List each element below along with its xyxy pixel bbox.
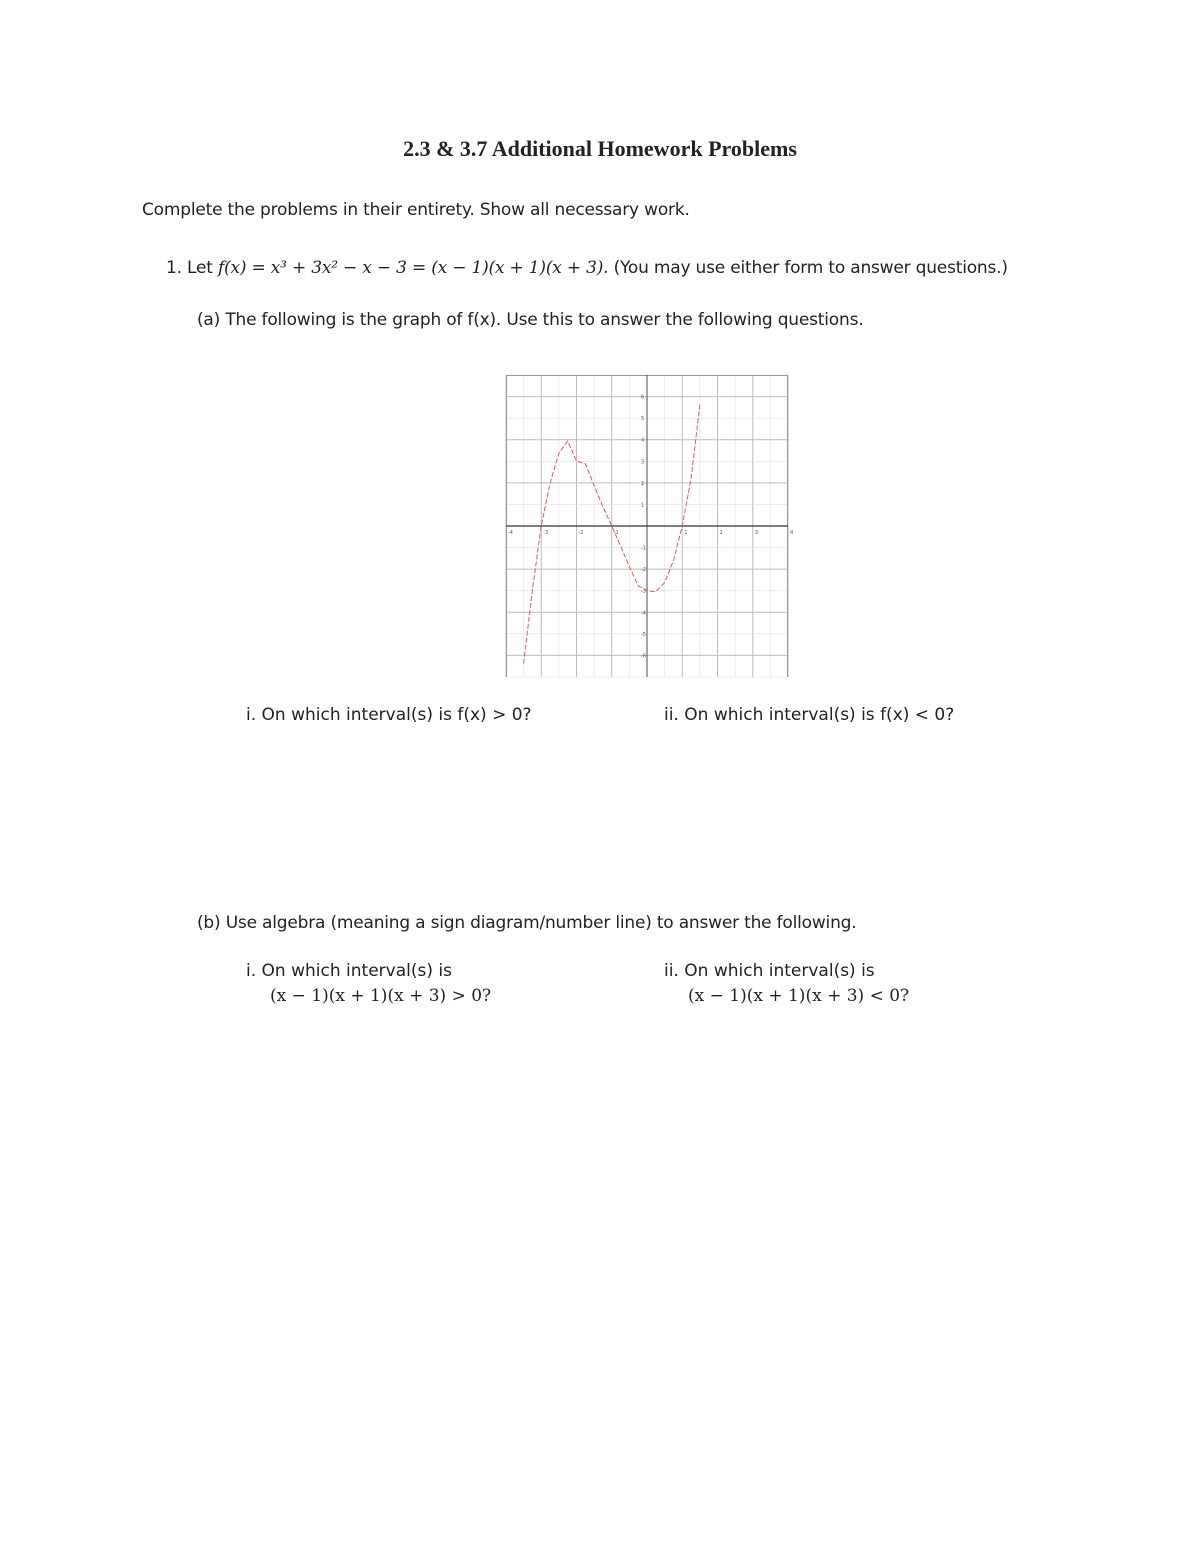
question-expression: (x − 1)(x + 1)(x + 3) > 0?: [270, 986, 492, 1006]
part-a-text: The following is the graph of f(x). Use this to answer the following questions.: [225, 310, 864, 330]
question-expression: (x − 1)(x + 1)(x + 3) < 0?: [688, 986, 910, 1006]
function-definition: f(x) = x³ + 3x² − x − 3 = (x − 1)(x + 1)(x + 3).: [217, 258, 609, 278]
question-label: i.: [246, 705, 257, 725]
question-text: On which interval(s) is f(x) > 0?: [261, 705, 532, 725]
question-text: On which interval(s) is f(x) < 0?: [684, 705, 955, 725]
problem-1: [166, 258, 1008, 278]
x-tick-label: 1: [684, 530, 688, 536]
function-graph: [506, 375, 794, 677]
y-tick-label: 4: [641, 437, 645, 444]
part-b: [197, 913, 856, 933]
problem-number: 1.: [166, 258, 182, 278]
part-a: [197, 310, 863, 330]
tick-labels: [508, 395, 793, 660]
x-tick-label: -3: [543, 530, 549, 536]
y-tick-label: -2: [641, 567, 646, 574]
y-tick-label: -3: [641, 588, 646, 595]
y-tick-label: -1: [641, 545, 646, 552]
problem-note: (You may use either form to answer questions.): [613, 258, 1008, 278]
question-text: On which interval(s) is: [684, 961, 875, 981]
question-a-i: [246, 705, 532, 725]
x-tick-label: -2: [578, 530, 584, 536]
y-tick-label: 6: [641, 394, 645, 401]
y-tick-label: 1: [641, 502, 645, 509]
instructions: Complete the problems in their entirety. Show all necessary work.: [142, 200, 690, 220]
question-a-ii: [664, 705, 954, 725]
part-b-label: (b): [197, 913, 221, 933]
y-tick-label: -4: [641, 610, 646, 617]
problem-intro: Let: [187, 258, 213, 278]
question-label: ii.: [664, 705, 679, 725]
question-b-ii: [664, 959, 909, 1009]
y-tick-label: -5: [641, 631, 646, 638]
x-tick-label: -1: [613, 530, 619, 536]
part-b-text: Use algebra (meaning a sign diagram/number line) to answer the following.: [225, 913, 857, 933]
y-tick-label: 3: [641, 459, 645, 466]
x-tick-label: -4: [508, 530, 513, 536]
question-text: On which interval(s) is: [261, 961, 452, 981]
y-tick-label: -6: [641, 653, 646, 660]
question-label: ii.: [664, 961, 679, 981]
x-tick-label: 4: [790, 530, 794, 536]
question-b-i: [246, 959, 491, 1009]
x-tick-label: 3: [754, 530, 758, 536]
y-tick-label: 2: [641, 480, 645, 487]
y-tick-label: 5: [641, 416, 645, 423]
question-label: i.: [246, 961, 257, 981]
page-title: 2.3 & 3.7 Additional Homework Problems: [403, 136, 797, 161]
axes: [506, 375, 788, 677]
part-a-label: (a): [197, 310, 221, 330]
x-tick-label: 2: [719, 530, 723, 536]
